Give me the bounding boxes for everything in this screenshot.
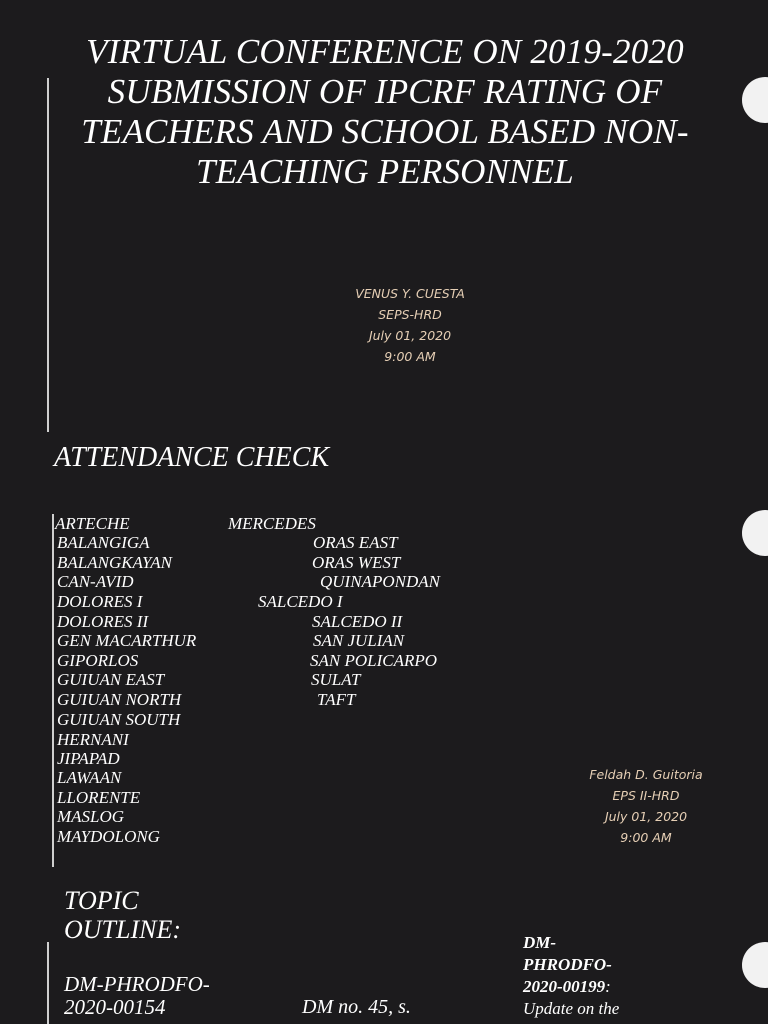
presentation-date: July 01, 2020 — [604, 809, 688, 824]
school-item: GIPORLOS — [57, 651, 139, 670]
school-item: BALANGIGA — [57, 533, 150, 552]
school-item: TAFT — [317, 690, 356, 709]
presentation-time: 9:00 AM — [620, 830, 672, 845]
school-item: CAN-AVID — [57, 572, 134, 591]
attendance-list-bar — [52, 514, 54, 867]
memo-line: 2020-00199 — [523, 977, 606, 996]
topic-title-line: OUTLINE: — [64, 915, 182, 944]
conference-title: VIRTUAL CONFERENCE ON 2019-2020 SUBMISSION OF IPCRF RATING OF TEACHERS AND SCHOOL BASED NON-TEACHING PERSONNEL — [81, 32, 689, 191]
school-item: DOLORES II — [57, 612, 149, 631]
topic-title-line: TOPIC — [64, 886, 139, 915]
school-item: GEN MACARTHUR — [57, 631, 197, 650]
memo-line: 2020-00154 — [64, 995, 166, 1019]
school-item: LLORENTE — [57, 788, 141, 807]
presenter-position: SEPS-HRD — [378, 307, 442, 322]
memo-line: Update on the — [523, 999, 620, 1018]
memo-line: DM- — [523, 933, 557, 952]
school-item: LAWAAN — [57, 768, 122, 787]
memo-line: DM-PHRODFO- — [64, 972, 210, 996]
school-item: SAN JULIAN — [313, 631, 405, 650]
presenter-name: Feldah D. Guitoria — [589, 767, 703, 782]
school-item: GUIUAN SOUTH — [57, 710, 181, 729]
school-item: ORAS EAST — [313, 533, 398, 552]
school-item: SALCEDO II — [312, 612, 403, 631]
slide-accent-bar — [47, 78, 49, 432]
school-item: SALCEDO I — [258, 592, 343, 611]
school-item: QUINAPONDAN — [320, 572, 440, 591]
memo-reference-3 — [523, 932, 663, 1020]
school-item: MASLOG — [57, 807, 125, 826]
presentation-date: July 01, 2020 — [368, 328, 452, 343]
slide-accent-bar — [47, 942, 49, 1024]
school-item: MAYDOLONG — [57, 827, 160, 846]
school-item: JIPAPAD — [57, 749, 120, 768]
school-item: GUIUAN NORTH — [57, 690, 182, 709]
presentation-time: 9:00 AM — [384, 349, 436, 364]
slide-nav-circle[interactable] — [742, 510, 768, 556]
memo-reference-2: DM no. 45, s. — [302, 996, 411, 1018]
memo-reference-1 — [64, 973, 210, 1019]
school-item: DOLORES I — [57, 592, 143, 611]
presenter-info-2 — [566, 764, 726, 848]
presenter-info — [290, 283, 530, 367]
school-item: HERNANI — [57, 730, 129, 749]
attendance-title: ATTENDANCE CHECK — [54, 442, 330, 473]
slide-nav-circle[interactable] — [742, 77, 768, 123]
presenter-name: VENUS Y. CUESTA — [355, 286, 465, 301]
topic-outline-title — [64, 886, 181, 944]
school-item: SAN POLICARPO — [310, 651, 438, 670]
school-item: SULAT — [311, 670, 361, 689]
school-item: ARTECHE — [55, 514, 130, 533]
memo-line-suffix: : — [605, 977, 611, 996]
slide-nav-circle[interactable] — [742, 942, 768, 988]
school-item: BALANGKAYAN — [57, 553, 172, 572]
school-item: ORAS WEST — [312, 553, 401, 572]
slide-attendance — [0, 432, 768, 868]
memo-line: PHRODFO- — [523, 955, 612, 974]
slide-title — [0, 0, 768, 432]
school-item: GUIUAN EAST — [57, 670, 165, 689]
school-item: MERCEDES — [228, 514, 316, 533]
presenter-position: EPS II-HRD — [612, 788, 680, 803]
